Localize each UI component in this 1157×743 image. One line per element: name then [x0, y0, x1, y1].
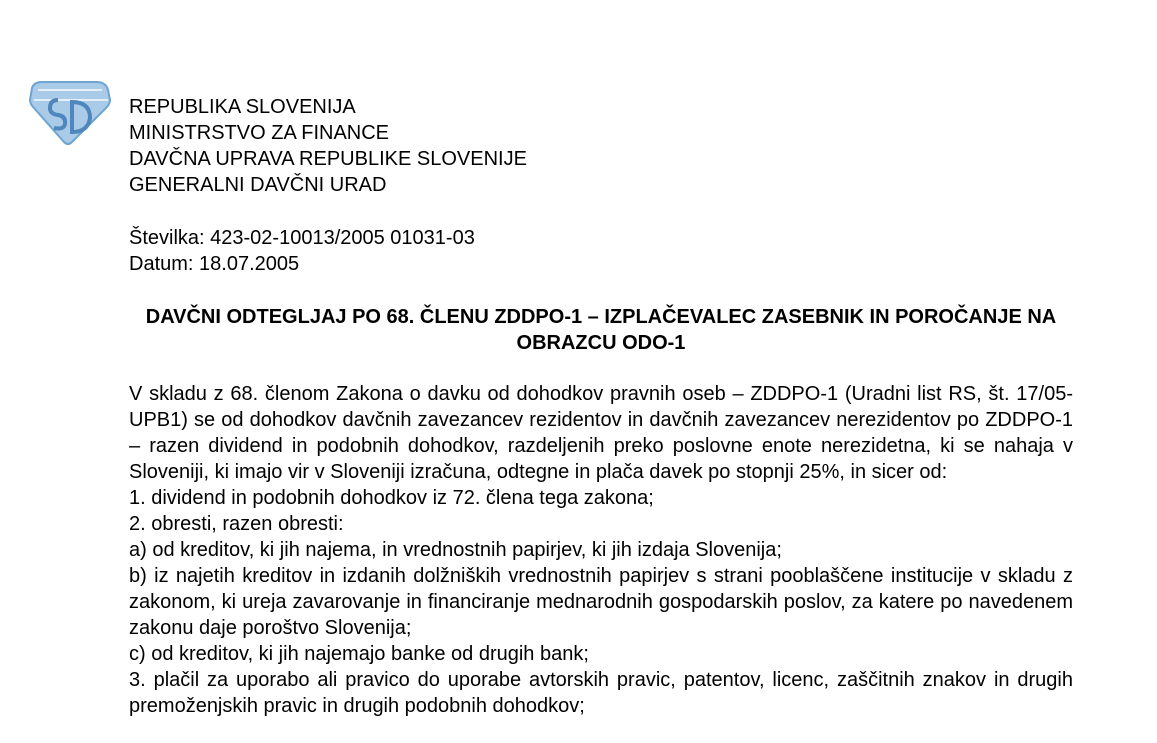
- document-number: Številka: 423-02-10013/2005 01031-03: [129, 227, 475, 249]
- header-tax-administration: DAVČNA UPRAVA REPUBLIKE SLOVENIJE: [129, 148, 527, 170]
- header-general-tax-office: GENERALNI DAVČNI URAD: [129, 174, 387, 196]
- document-date: Datum: 18.07.2005: [129, 253, 300, 275]
- list-item-2: 2. obresti, razen obresti:: [129, 513, 344, 535]
- header-ministry: MINISTRSTVO ZA FINANCE: [129, 122, 390, 144]
- document-meta: [129, 225, 475, 277]
- issuer-header: [129, 94, 527, 198]
- list-item-2c: c) od kreditov, ki jih najemajo banke od drugih bank;: [129, 643, 589, 665]
- intro-paragraph: V skladu z 68. členom Zakona o davku od dohodkov pravnih oseb – ZDDPO-1 (Uradni list RS, št. 17/05-UPB1) se od dohodkov davčnih zavezancev rezidentov in davčnih zavezancev nerezidentov po ZDDPO-1 – razen dividend in podobnih dohodkov, razdeljenih preko poslovne enote nerezidetna, ki se nahaja v Sloveniji, ki imajo vir v Sloveniji izračuna, odtegne in plača davek po stopnji 25%, in sicer od:: [129, 383, 1073, 483]
- list-item-2b: b) iz najetih kreditov in izdanih dolžniških vrednostnih papirjev s strani pooblaščene institucije v skladu z zakonom, ki ureja zavarovanje in financiranje mednarodnih gospodarskih poslov, za katere po navedenem zakonu daje poroštvo Slovenija;: [129, 565, 1073, 639]
- list-item-3: 3. plačil za uporabo ali pravico do uporabe avtorskih pravic, patentov, licenc, zaščitnih znakov in drugih premoženjskih pravic in drugih podobnih dohodkov;: [129, 669, 1073, 717]
- list-item-1: 1. dividend in podobnih dohodkov iz 72. člena tega zakona;: [129, 487, 654, 509]
- document-title: DAVČNI ODTEGLJAJ PO 68. ČLENU ZDDPO-1 – IZPLAČEVALEC ZASEBNIK IN POROČANJE NA OBRAZCU ODO-1: [145, 306, 1057, 354]
- header-republic: REPUBLIKA SLOVENIJA: [129, 96, 356, 118]
- durs-logo-icon: [28, 78, 112, 148]
- document-body: [129, 381, 1073, 719]
- list-item-2a: a) od kreditov, ki jih najema, in vrednostnih papirjev, ki jih izdaja Slovenija;: [129, 539, 782, 561]
